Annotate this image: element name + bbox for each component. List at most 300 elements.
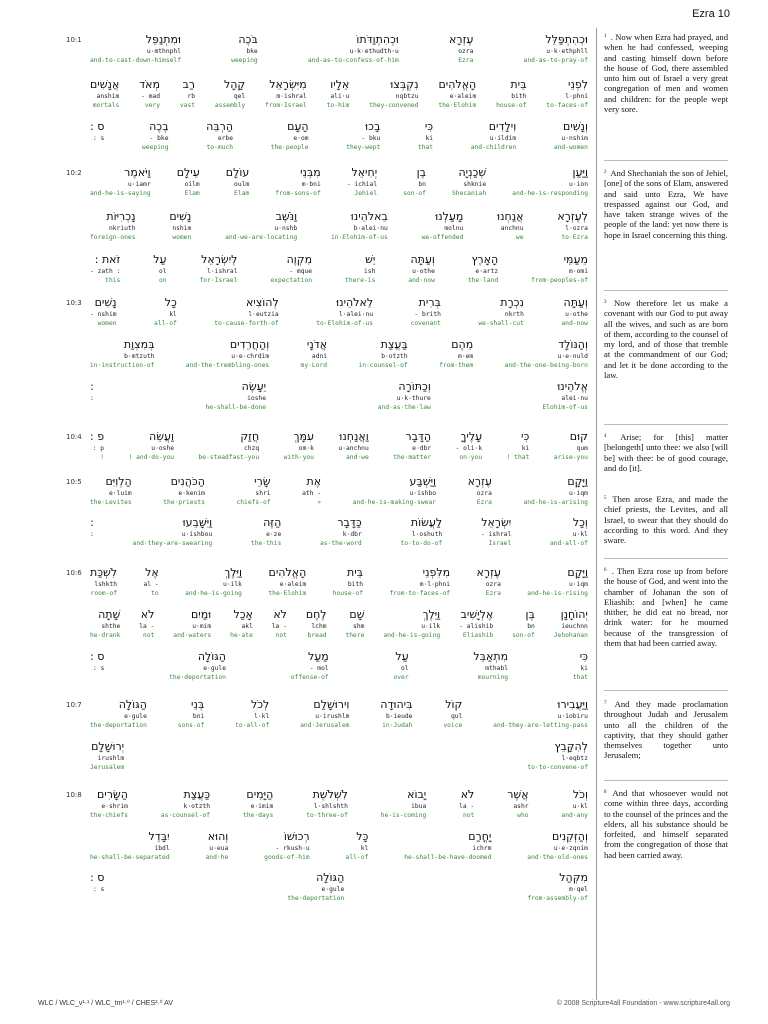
hebrew-word: מַעַל — [307, 650, 329, 663]
word-unit — [90, 698, 147, 730]
word-unit — [270, 253, 312, 285]
english-gloss: sons-of — [177, 722, 205, 729]
kjv-verse — [604, 788, 728, 860]
english-gloss: the·priests — [163, 499, 205, 506]
english-gloss: and-they-are-letting-pass — [493, 722, 588, 729]
hebrew-word: אֶלְיָשִׁיב — [460, 608, 494, 621]
transliteration: - bke — [149, 135, 169, 142]
word-unit — [90, 871, 104, 903]
word-unit — [345, 253, 375, 285]
hebrew-word: הַכֹּהֲנִים — [170, 475, 205, 488]
english-gloss: not — [275, 632, 287, 639]
transliteration: m·bni — [301, 181, 321, 188]
word-unit — [468, 475, 492, 507]
english-gloss: and·now — [408, 277, 435, 284]
english-gloss: Israel — [488, 540, 512, 547]
word-unit — [404, 830, 491, 862]
hebrew-word: בָכוּ — [365, 120, 381, 133]
verse-number: 10:7 — [66, 701, 82, 709]
english-gloss: and-as-to-confess-of-him — [307, 57, 399, 64]
transliteration: bn — [527, 623, 535, 630]
word-unit — [235, 698, 269, 730]
transliteration: - mad — [141, 93, 160, 100]
hebrew-word: וַיִּשָּׁבֵעוּ — [182, 516, 213, 529]
english-gloss: be-steadfast-you — [198, 454, 260, 461]
english-gloss: Ezra — [476, 499, 492, 506]
word-unit — [214, 296, 278, 328]
english-gloss: they-convened — [369, 102, 419, 109]
word-unit — [177, 166, 200, 198]
hebrew-word: מִקְּהַל — [559, 871, 588, 884]
english-gloss: all-of — [154, 320, 177, 327]
english-gloss: ! that — [506, 454, 530, 461]
hebrew-word: אֱלֹהֵינוּ — [557, 380, 588, 393]
word-unit — [459, 788, 474, 820]
hebrew-word: הָאֱלֹהִים — [268, 566, 307, 579]
kjv-verse — [604, 32, 728, 114]
english-gloss: to·to-convene-of — [527, 764, 588, 771]
transliteration: m·em — [458, 353, 474, 360]
english-gloss: as·the·word — [320, 540, 362, 547]
hebrew-word: הַלְוִיִּם — [105, 475, 132, 488]
english-gloss: and·all-of — [550, 540, 588, 547]
word-unit — [331, 210, 388, 242]
word-unit — [264, 830, 310, 862]
kjv-verse-text: And that whosoever would not come within three days, according to the counsel of the princes and the elders, all his substance should be forfeited, and himself separated from the congregation of those that had been carried away. — [604, 788, 728, 860]
hebrew-word: וּמַיִם — [190, 608, 212, 621]
english-gloss: the·chiefs — [90, 812, 128, 819]
english-gloss: and·they-are-swearing — [132, 540, 213, 547]
hebrew-word: לְכֹל — [250, 698, 270, 711]
english-gloss: the·days — [242, 812, 274, 819]
verse-number: 10:3 — [66, 299, 82, 307]
hebrew-word: וַיֹּאמֶר — [124, 166, 151, 179]
word-unit — [346, 830, 369, 862]
hebrew-word: יִבָּדֵל — [148, 830, 170, 843]
kjv-verse — [604, 699, 728, 761]
english-gloss: in·Judah — [382, 722, 413, 729]
word-unit — [369, 78, 418, 110]
english-gloss: and-he-is-saying — [90, 190, 151, 197]
transliteration: ki — [580, 665, 588, 672]
english-gloss: Elam — [234, 190, 250, 197]
english-gloss: and·as·the·law — [377, 404, 431, 411]
word-unit — [477, 566, 501, 598]
kjv-verse-text: Arise; for [this] matter [belongeth] unto thee: we also [will be] with thee: be of good courage, and do [it]. — [604, 432, 728, 473]
transliteration: - bku — [361, 135, 381, 142]
english-gloss: and·we — [346, 454, 369, 461]
word-unit — [439, 338, 473, 370]
english-gloss: he-shall-be-done — [205, 404, 267, 411]
english-gloss: covenant — [410, 320, 441, 327]
transliteration: ashr — [513, 803, 529, 810]
word-unit — [206, 120, 233, 152]
hebrew-word: עַל — [395, 650, 409, 663]
english-gloss: to-much — [206, 144, 234, 151]
hebrew-word: פ : — [90, 430, 105, 443]
english-gloss: on — [158, 277, 167, 284]
transliteration: u·othe — [412, 268, 435, 275]
word-unit — [512, 608, 535, 640]
transliteration: u·e·nuld — [557, 353, 588, 360]
transliteration: u·ion — [569, 181, 588, 188]
hebrew-word: כִּי — [579, 650, 588, 663]
hebrew-word: עֶזְרָא — [476, 566, 501, 579]
english-gloss: and·the·trembling-ones — [185, 362, 270, 369]
word-unit — [169, 210, 191, 242]
transliteration: l·phni — [565, 93, 588, 100]
hebrew-word: נִכְרָת — [500, 296, 524, 309]
word-unit — [389, 566, 450, 598]
hebrew-word: בֵאלֹהֵינוּ — [350, 210, 388, 223]
hebrew-word: בְּרִית — [418, 296, 441, 309]
transliteration: bke — [246, 48, 258, 55]
english-gloss: and-we-are-locating — [225, 234, 298, 241]
hebrew-word: לַעֲשׂוֹת — [410, 516, 443, 529]
word-unit — [271, 120, 309, 152]
english-gloss: vast — [179, 102, 196, 109]
english-gloss: to·Elohim-of-us — [316, 320, 374, 327]
hebrew-word: נִקְבְּצוּ — [390, 78, 419, 91]
transliteration: shm — [353, 623, 365, 630]
word-unit — [473, 650, 508, 682]
english-gloss: Elohim-of-us — [542, 404, 588, 411]
transliteration: b·otzth — [381, 353, 408, 360]
word-unit — [90, 166, 151, 198]
word-unit — [353, 475, 436, 507]
english-gloss: over — [393, 674, 409, 681]
word-unit — [163, 475, 205, 507]
kjv-verse-number: 2 — [604, 170, 607, 175]
transliteration: kl — [360, 845, 369, 852]
word-unit — [90, 338, 154, 370]
english-gloss: women — [97, 320, 117, 327]
english-gloss: mortals — [92, 102, 120, 109]
transliteration: u·k·ethudth·u — [349, 48, 399, 55]
word-unit — [287, 871, 344, 903]
transliteration: - mol — [309, 665, 329, 672]
hebrew-word: מָעַלְנוּ — [435, 210, 464, 223]
transliteration: : — [90, 531, 94, 538]
transliteration: u·anchnu — [338, 445, 369, 452]
hebrew-word: מִקְוֶה — [286, 253, 313, 266]
word-unit — [90, 253, 120, 285]
hebrew-word: יְרוּשָׁלָם — [91, 740, 125, 753]
hebrew-word: : — [90, 516, 94, 529]
transliteration: e·imim — [250, 803, 274, 810]
hebrew-word: קָהָל — [223, 78, 246, 91]
hebrew-word: אֲדֹנָי — [306, 338, 328, 351]
word-unit — [346, 120, 380, 152]
transliteration: u·kl — [572, 531, 588, 538]
english-gloss: and-as-to-pray-of — [523, 57, 588, 64]
word-unit — [268, 566, 306, 598]
hebrew-word: הָאֱלֹהִים — [438, 78, 477, 91]
word-unit — [90, 830, 170, 862]
hebrew-word: לְהוֹצִיא — [245, 296, 279, 309]
word-unit — [198, 430, 259, 462]
transliteration: - rkush·u — [275, 845, 310, 852]
word-unit — [358, 338, 407, 370]
english-gloss: women — [172, 234, 192, 241]
transliteration: - ichial — [346, 181, 378, 188]
word-unit — [383, 608, 440, 640]
english-gloss: to-him — [326, 102, 350, 109]
word-unit — [347, 166, 377, 198]
english-gloss: to·to-do-of — [400, 540, 443, 547]
transliteration: la - — [271, 623, 287, 630]
transliteration: molnu — [444, 225, 464, 232]
kjv-verse-number: 6 — [604, 568, 607, 573]
transliteration: ol — [158, 268, 167, 275]
transliteration: ichrm — [472, 845, 492, 852]
transliteration: al - — [143, 581, 159, 588]
verse-number: 10:6 — [66, 569, 82, 577]
word-unit — [452, 166, 486, 198]
word-unit — [523, 475, 587, 507]
english-gloss: we — [515, 234, 524, 241]
word-unit — [251, 516, 281, 548]
word-unit — [186, 338, 269, 370]
english-gloss: and·he-is-going — [185, 590, 242, 597]
word-unit — [275, 166, 321, 198]
word-unit — [573, 650, 588, 682]
hebrew-word: לֹא — [460, 788, 475, 801]
english-gloss: we-offended — [421, 234, 464, 241]
page-title: Ezra 10 — [692, 8, 730, 20]
hebrew-word: וַיֵּלֶךְ — [422, 608, 441, 621]
kjv-verse-text: Then arose Ezra, and made the chief priests, the Levites, and all Israel, to swear that they should do according to this word. And they sware. — [604, 494, 728, 546]
transliteration: l·shlshth — [313, 803, 348, 810]
hebrew-word: וְנָשִׁים — [562, 120, 588, 133]
word-unit — [393, 430, 431, 462]
transliteration: u·k·thure — [396, 395, 431, 402]
transliteration: lshkth — [94, 581, 118, 588]
hebrew-word: לֶחֶם — [305, 608, 327, 621]
english-gloss: and·waters — [173, 632, 212, 639]
hebrew-word: וַנֹּשֶׁב — [275, 210, 298, 223]
interlinear-text — [62, 28, 592, 998]
transliteration: alei·nu — [561, 395, 588, 402]
hebrew-word: יֵעָשֶׂה — [241, 380, 267, 393]
verse-separator — [604, 290, 728, 291]
kjv-verse — [604, 494, 728, 545]
transliteration: ali·u — [330, 93, 350, 100]
hebrew-word: בֶּן — [525, 608, 535, 621]
word-unit — [550, 516, 588, 548]
transliteration: : s — [92, 886, 105, 893]
hebrew-word: כַּדָּבָר — [337, 516, 362, 529]
word-unit — [512, 166, 588, 198]
transliteration: anshim — [96, 93, 120, 100]
word-unit — [225, 210, 297, 242]
transliteration: e·kenim — [178, 490, 205, 497]
word-unit — [301, 338, 328, 370]
word-unit — [496, 78, 526, 110]
word-unit — [185, 566, 242, 598]
kjv-verse — [604, 168, 728, 240]
english-gloss: and-children — [470, 144, 517, 151]
hebrew-word: בֵּית — [510, 78, 527, 91]
transliteration: u·nshb — [274, 225, 298, 232]
transliteration: - brith — [414, 311, 441, 318]
transliteration: e·shrim — [101, 803, 128, 810]
transliteration: : s — [92, 135, 105, 142]
hebrew-word: לֹא — [273, 608, 287, 621]
english-gloss: and·he-is-going — [383, 632, 441, 639]
transliteration: anchnu — [500, 225, 524, 232]
english-gloss: to·three-of — [306, 812, 348, 819]
english-gloss: Jerusalem — [90, 764, 125, 771]
english-gloss: as·counsel-of — [160, 812, 211, 819]
word-unit — [90, 430, 104, 462]
hebrew-word: לִשְׁכַּת — [90, 566, 118, 579]
hebrew-word: וַיַּשְׁבַּע — [409, 475, 437, 488]
word-unit — [90, 740, 124, 772]
english-gloss: in·Elohim-of-us — [330, 234, 388, 241]
hebrew-word: וְכַתּוֹרָה — [398, 380, 431, 393]
word-unit — [169, 650, 226, 682]
hebrew-word: הַדָּבָר — [405, 430, 432, 443]
footer-copyright: © 2008 Scripture4all Foundation - www.scripture4all.org — [556, 1000, 730, 1007]
word-unit — [90, 608, 120, 640]
word-unit — [133, 516, 213, 548]
word-unit — [481, 516, 511, 548]
transliteration: irushlm — [97, 755, 125, 762]
hebrew-word: נָשִׁים — [169, 210, 192, 223]
english-gloss: son-of — [403, 190, 426, 197]
kjv-verse-number: 4 — [604, 434, 607, 439]
transliteration: - zath : — [90, 268, 121, 275]
english-gloss: very — [144, 102, 160, 109]
hebrew-word: מִיִּשְׂרָאֵל — [269, 78, 307, 91]
word-unit — [291, 650, 329, 682]
english-gloss: to — [151, 590, 159, 597]
word-unit — [456, 430, 483, 462]
kjv-verse-text: Now therefore let us make a covenant with our God to put away all the wives, and such as are born of them, according to the counsel of my lord, and of those that tremble at the commandment of our God; and let it be done according to the law. — [604, 298, 728, 381]
kjv-verse-text: . Now when Ezra had prayed, and when he had confessed, weeping and casting himself down before the house of God, there assembled unto him out of Israel a very great congregation of men and women and children: for the people wept very sore. — [604, 32, 728, 115]
word-unit — [90, 516, 94, 548]
english-gloss: and·any — [561, 812, 588, 819]
english-gloss: Jehiel — [354, 190, 378, 197]
english-gloss: from·assembly-of — [527, 895, 588, 902]
word-unit — [546, 78, 588, 110]
english-gloss: Jehohanan — [553, 632, 588, 639]
word-unit — [497, 210, 523, 242]
transliteration: b·ieude — [385, 713, 413, 720]
hebrew-word: לֹא — [140, 608, 155, 621]
transliteration: ozra — [485, 581, 501, 588]
english-gloss: to·Ezra — [561, 234, 588, 241]
transliteration: l·ozra — [565, 225, 588, 232]
hebrew-word: שָׁתָה — [98, 608, 121, 621]
transliteration: u·mthnphl — [146, 48, 181, 55]
hebrew-word: מֵהֶם — [451, 338, 474, 351]
english-gloss: to·cause-forth-of — [214, 320, 279, 327]
transliteration: e·dbr — [412, 445, 432, 452]
hebrew-word: חֲזַק — [240, 430, 260, 443]
word-unit — [236, 475, 270, 507]
word-unit — [320, 516, 362, 548]
hebrew-word: וּכְהִתְוַדֹּתוֹ — [356, 33, 399, 46]
transliteration: - ishral — [480, 531, 512, 538]
transliteration: m·l·phni — [419, 581, 451, 588]
english-gloss: for·Israel — [199, 277, 238, 284]
english-gloss: the·deportation — [90, 722, 147, 729]
transliteration: - alishib — [459, 623, 494, 630]
word-unit — [302, 475, 321, 507]
word-unit — [378, 380, 431, 412]
transliteration: b·alei·nu — [353, 225, 388, 232]
hebrew-word: הַגּוֹלָה — [118, 698, 147, 711]
transliteration: bn — [418, 181, 426, 188]
english-gloss: all-of — [345, 854, 369, 861]
hebrew-word: כִּי — [424, 120, 434, 133]
hebrew-word: בְּמִצְוַת — [123, 338, 155, 351]
verse-separator — [604, 780, 728, 781]
transliteration: - nshim — [90, 311, 117, 318]
hebrew-word: מִתְאַבֵּל — [473, 650, 509, 663]
english-gloss: there — [345, 632, 365, 639]
transliteration: e·luim — [108, 490, 132, 497]
word-unit — [561, 296, 588, 328]
transliteration: l·alei·nu — [338, 311, 374, 318]
transliteration: u·ishbou — [181, 531, 213, 538]
english-gloss: he·drank — [90, 632, 121, 639]
english-gloss: the·Elohim — [268, 590, 307, 597]
word-unit — [90, 380, 94, 412]
hebrew-word: וְעַתָּה — [410, 253, 435, 266]
word-unit — [524, 33, 588, 65]
hebrew-word: אָכַל — [233, 608, 253, 621]
hebrew-word: בִּיהוּדָה — [380, 698, 413, 711]
english-gloss: Elam — [184, 190, 200, 197]
transliteration: b·mtzuth — [124, 353, 155, 360]
word-unit — [200, 253, 238, 285]
word-unit — [443, 698, 462, 730]
english-gloss: the·deportation — [169, 674, 226, 681]
verse-number: 10:1 — [66, 36, 82, 44]
hebrew-word: ס : — [90, 120, 105, 133]
english-gloss: he-shall-be-have-doomed — [404, 854, 492, 861]
english-gloss: voice — [443, 722, 463, 729]
transliteration: u·eua — [209, 845, 229, 852]
english-gloss: weeping — [141, 144, 169, 151]
english-gloss: and·the·one-being-born — [504, 362, 588, 369]
transliteration: la - — [459, 803, 475, 810]
transliteration: e·gule — [321, 886, 345, 893]
english-gloss: the·this — [250, 540, 282, 547]
english-gloss: the·Elohim — [438, 102, 477, 109]
word-unit — [527, 871, 588, 903]
word-unit — [265, 78, 307, 110]
word-unit — [554, 430, 588, 462]
hebrew-word: הָאָרֶץ — [471, 253, 499, 266]
word-unit — [493, 698, 588, 730]
transliteration: u·nshim — [561, 135, 588, 142]
hebrew-word: יְחִיאֵל — [351, 166, 378, 179]
transliteration: u·ildim — [489, 135, 517, 142]
hebrew-word: וְהַנּוֹלָד — [558, 338, 588, 351]
transliteration: ozra — [458, 48, 474, 55]
transliteration: u·mim — [192, 623, 212, 630]
transliteration: qul — [450, 713, 463, 720]
word-unit — [129, 430, 175, 462]
transliteration: ieuchnn — [561, 623, 588, 630]
transliteration: u·ishbo — [409, 490, 437, 497]
hebrew-word: וְכֹל — [572, 788, 588, 801]
english-gloss: with·you — [283, 454, 314, 461]
